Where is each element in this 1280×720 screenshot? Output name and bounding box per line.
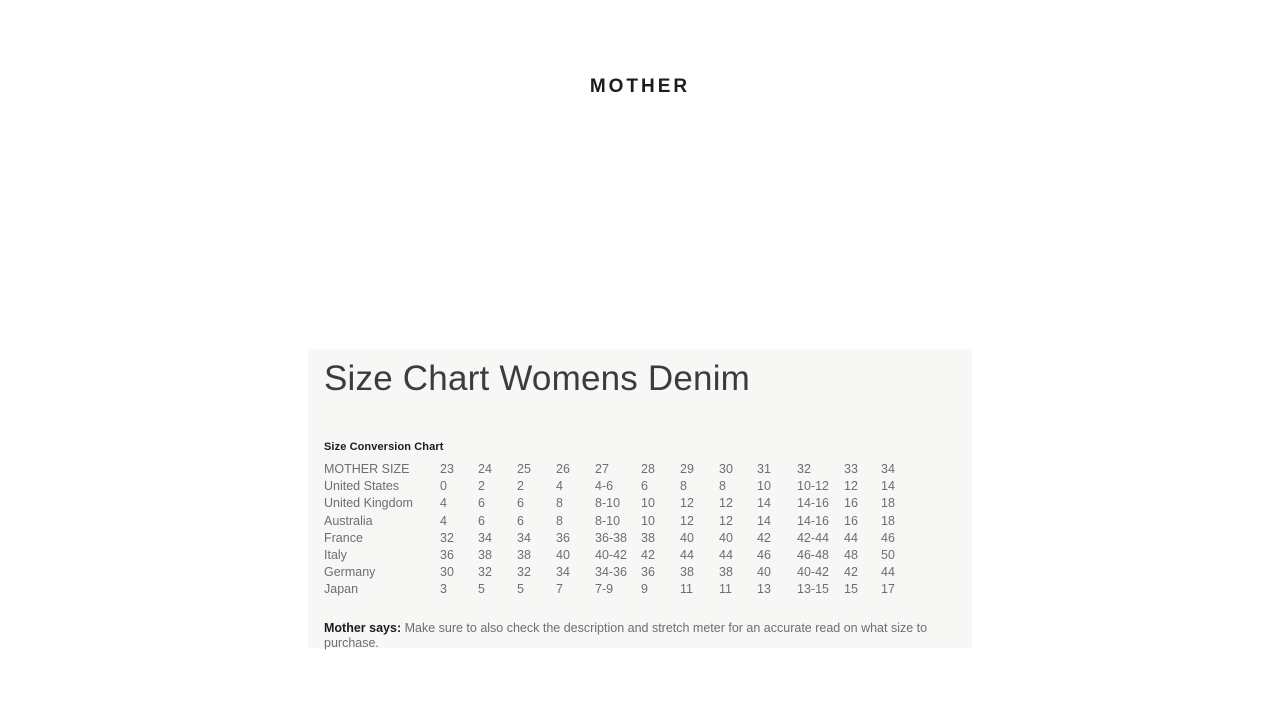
size-cell: 9 bbox=[641, 582, 648, 597]
size-cell: 38 bbox=[680, 565, 694, 580]
size-cell: 6 bbox=[478, 513, 485, 528]
size-cell: 6 bbox=[517, 513, 524, 528]
size-cell: 12 bbox=[844, 479, 858, 494]
size-cell: 32 bbox=[797, 462, 811, 477]
size-cell: 33 bbox=[844, 462, 858, 477]
size-cell: 25 bbox=[517, 462, 531, 477]
size-cell: 40-42 bbox=[797, 565, 829, 580]
size-cell: 32 bbox=[440, 530, 454, 545]
size-cell: 28 bbox=[641, 462, 655, 477]
size-cell: 10 bbox=[641, 513, 655, 528]
size-cell: 6 bbox=[641, 479, 648, 494]
size-cell: 12 bbox=[719, 513, 733, 528]
size-cell: 2 bbox=[478, 479, 485, 494]
table-row bbox=[324, 495, 920, 512]
size-cell: 7 bbox=[556, 582, 563, 597]
size-cell: 32 bbox=[517, 565, 531, 580]
size-cell: 40 bbox=[556, 548, 570, 563]
size-cell: 8 bbox=[680, 479, 687, 494]
size-cell: 7-9 bbox=[595, 582, 614, 597]
size-cell: 40 bbox=[719, 530, 733, 545]
size-cell: 6 bbox=[517, 496, 524, 511]
size-cell: 12 bbox=[680, 496, 694, 511]
size-cell: 8-10 bbox=[595, 496, 621, 511]
size-cell: 23 bbox=[440, 462, 454, 477]
size-cell: 14-16 bbox=[797, 496, 829, 511]
row-label: France bbox=[324, 530, 363, 545]
size-cell: 34 bbox=[478, 530, 492, 545]
size-cell: 30 bbox=[440, 565, 454, 580]
size-cell: 29 bbox=[680, 462, 694, 477]
row-label: MOTHER SIZE bbox=[324, 462, 410, 477]
table-row bbox=[324, 530, 920, 547]
brand-logo[interactable]: MOTHER bbox=[589, 76, 691, 97]
row-label: Japan bbox=[324, 582, 359, 597]
size-cell: 12 bbox=[680, 513, 694, 528]
size-cell: 8-10 bbox=[595, 513, 621, 528]
size-cell: 42 bbox=[757, 530, 771, 545]
size-cell: 11 bbox=[680, 582, 693, 597]
size-cell: 36 bbox=[641, 565, 655, 580]
size-cell: 18 bbox=[881, 496, 895, 511]
size-cell: 8 bbox=[556, 496, 563, 511]
table-row bbox=[324, 461, 920, 478]
size-cell: 36 bbox=[556, 530, 570, 545]
size-cell: 12 bbox=[719, 496, 733, 511]
size-cell: 30 bbox=[719, 462, 733, 477]
size-cell: 32 bbox=[478, 565, 492, 580]
size-conversion-table bbox=[324, 461, 920, 599]
size-cell: 34-36 bbox=[595, 565, 627, 580]
size-cell: 48 bbox=[844, 548, 858, 563]
size-cell: 3 bbox=[440, 582, 447, 597]
size-cell: 27 bbox=[595, 462, 609, 477]
size-cell: 4 bbox=[440, 496, 447, 511]
size-cell: 13 bbox=[757, 582, 771, 597]
size-cell: 34 bbox=[517, 530, 531, 545]
size-cell: 14 bbox=[757, 496, 771, 511]
size-cell: 44 bbox=[719, 548, 733, 563]
size-cell: 10 bbox=[641, 496, 655, 511]
size-cell: 50 bbox=[881, 548, 895, 563]
size-cell: 14-16 bbox=[797, 513, 829, 528]
size-cell: 5 bbox=[517, 582, 524, 597]
row-label: Australia bbox=[324, 513, 373, 528]
size-conversion-chart-label: Size Conversion Chart bbox=[324, 441, 444, 453]
size-cell: 14 bbox=[881, 479, 895, 494]
size-cell: 46 bbox=[881, 530, 895, 545]
size-cell: 42 bbox=[844, 565, 858, 580]
size-cell: 18 bbox=[881, 513, 895, 528]
size-chart-panel bbox=[308, 349, 972, 648]
mother-says-text: Make sure to also check the description and stretch meter for an accurate read on what size to purchase. bbox=[324, 620, 928, 650]
size-cell: 10-12 bbox=[797, 479, 829, 494]
mother-says-note bbox=[324, 621, 956, 651]
row-label: Italy bbox=[324, 548, 347, 563]
size-cell: 44 bbox=[844, 530, 858, 545]
size-cell: 2 bbox=[517, 479, 524, 494]
size-cell: 36-38 bbox=[595, 530, 627, 545]
size-cell: 31 bbox=[757, 462, 771, 477]
size-cell: 17 bbox=[881, 582, 895, 597]
size-cell: 34 bbox=[881, 462, 895, 477]
size-cell: 8 bbox=[556, 513, 563, 528]
size-cell: 10 bbox=[757, 479, 771, 494]
size-cell: 36 bbox=[440, 548, 454, 563]
row-label: United Kingdom bbox=[324, 496, 413, 511]
size-cell: 34 bbox=[556, 565, 570, 580]
size-cell: 0 bbox=[440, 479, 447, 494]
header bbox=[0, 76, 1280, 98]
page-title: Size Chart Womens Denim bbox=[324, 359, 751, 398]
table-row bbox=[324, 581, 920, 598]
table-row bbox=[324, 564, 920, 581]
size-cell: 42-44 bbox=[797, 530, 829, 545]
size-cell: 4-6 bbox=[595, 479, 614, 494]
size-cell: 44 bbox=[680, 548, 694, 563]
table-row bbox=[324, 478, 920, 495]
size-cell: 38 bbox=[478, 548, 492, 563]
size-cell: 46 bbox=[757, 548, 771, 563]
table-row bbox=[324, 547, 920, 564]
size-cell: 38 bbox=[719, 565, 733, 580]
size-cell: 5 bbox=[478, 582, 485, 597]
size-cell: 40-42 bbox=[595, 548, 627, 563]
size-cell: 13-15 bbox=[797, 582, 829, 597]
size-cell: 40 bbox=[680, 530, 694, 545]
mother-says-label: Mother says: bbox=[324, 620, 402, 635]
size-cell: 38 bbox=[517, 548, 531, 563]
size-cell: 6 bbox=[478, 496, 485, 511]
size-cell: 4 bbox=[440, 513, 447, 528]
size-cell: 44 bbox=[881, 565, 895, 580]
size-cell: 42 bbox=[641, 548, 655, 563]
size-cell: 16 bbox=[844, 513, 858, 528]
size-cell: 38 bbox=[641, 530, 655, 545]
size-cell: 46-48 bbox=[797, 548, 829, 563]
size-cell: 14 bbox=[757, 513, 771, 528]
size-cell: 26 bbox=[556, 462, 570, 477]
row-label: United States bbox=[324, 479, 400, 494]
size-cell: 15 bbox=[844, 582, 858, 597]
size-cell: 11 bbox=[719, 582, 732, 597]
table-row bbox=[324, 513, 920, 530]
size-cell: 24 bbox=[478, 462, 492, 477]
size-cell: 40 bbox=[757, 565, 771, 580]
row-label: Germany bbox=[324, 565, 376, 580]
size-cell: 16 bbox=[844, 496, 858, 511]
size-cell: 4 bbox=[556, 479, 563, 494]
size-cell: 8 bbox=[719, 479, 726, 494]
